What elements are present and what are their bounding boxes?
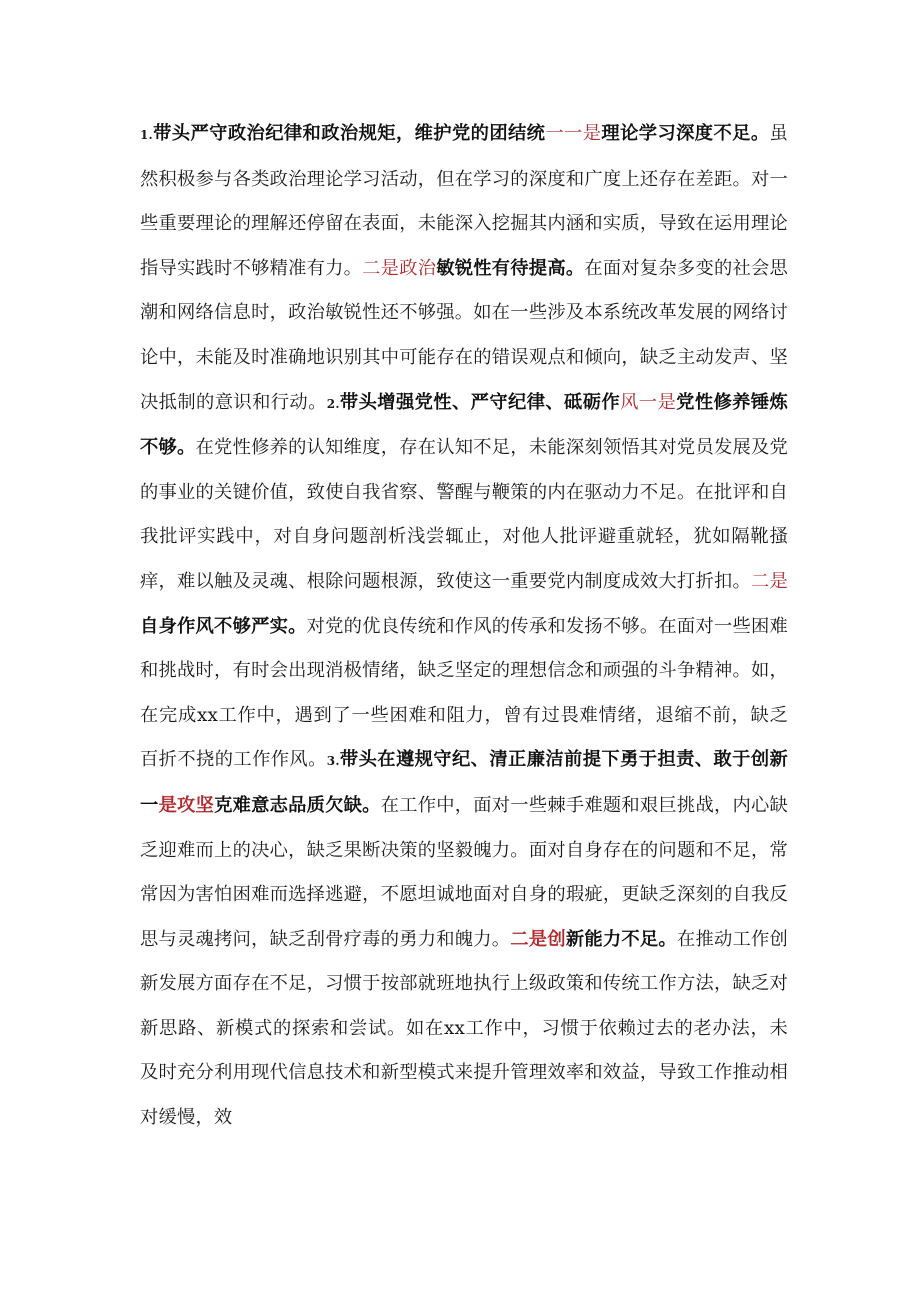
bold-heading-text: 带头在遵规守纪、清正廉洁前提下勇于担责、敢于创新一 <box>140 749 788 816</box>
red-emphasis-text: 是攻坚 <box>158 794 215 816</box>
bold-heading-text: 自身作风不够严实。 <box>140 615 307 637</box>
body-text: 在工作中，面对一些棘手难题和艰巨挑战，内心缺乏迎难而上的决心，缺乏果断决策的坚毅魄力。面对自身存在的问题和不足，常常因为害怕困难而选择逃避，不愿坦诚地面对自身的瑕疵，更缺乏深刻的自我反思与灵魂拷问，缺乏刮骨疗毒的勇力和魄力。 <box>140 794 788 950</box>
bold-heading-text: 理论学习深度不足。 <box>601 123 770 144</box>
section-number: 2. <box>326 396 340 411</box>
document-page <box>140 112 788 1141</box>
bold-heading-text: 新能力不足。 <box>565 928 677 950</box>
bold-heading-text: 克难意志品质欠缺。 <box>214 794 381 816</box>
bold-heading-text: 党性修养锤炼不够。 <box>140 391 789 459</box>
document-paragraph <box>140 112 788 1141</box>
body-text: 虽然积极参与各类政治理论学习活动，但在学习的深度和广度上还存在差距。对一些重要理论的理解还停留在表面，未能深入挖掘其内涵和实质，导致在运用理论指导实践时不够精准有力。 <box>140 123 789 279</box>
red-emphasis-text: 二是政治 <box>362 257 437 279</box>
section-number: 1. <box>140 128 153 142</box>
section-number: 3. <box>326 754 340 769</box>
bold-heading-text: 敏锐性有待提高。 <box>436 257 585 279</box>
bold-heading-text: 带头严守政治纪律和政治规矩，维护党的团结统 <box>152 123 546 144</box>
bold-heading-text: 带头增强党性、严守纪律、砥砺作 <box>339 391 621 413</box>
body-text: 在推动工作创新发展方面存在不足，习惯于按部就班地执行上级政策和传统工作方法，缺乏对新思路、新模式的探索和尝试。如在xx工作中，习惯于依赖过去的老办法，未及时充分利用现代信息技术和新型模式来提升管理效率和效益，导致工作推动相对缓慢，效 <box>140 928 788 1129</box>
body-text: 在党性修养的认知维度，存在认知不足，未能深刻领悟其对党员发展及党的事业的关键价值，致使自我省察、警醒与鞭策的内在驱动力不足。在批评和自我批评实践中，对自身问题剖析浅尝辄止，对他人批评避重就轻，犹如隔靴搔痒，难以触及灵魂、根除问题根源，致使这一重要党内制度成效大打折扣。 <box>140 437 788 592</box>
red-emphasis-text: 二是创 <box>510 928 566 950</box>
body-text: 在面对复杂多变的社会思潮和网络信息时，政治敏锐性还不够强。如在一些涉及本系统改革发展的网络讨论中，未能及时准确地识别其中可能存在的错误观点和倾向，缺乏主动发声、坚决抵制的意识和行动。 <box>140 257 788 413</box>
body-text: 对党的优良传统和作风的传承和发扬不够。在面对一些困难和挑战时，有时会出现消极情绪，缺乏坚定的理想信念和顽强的斗争精神。如，在完成xx工作中，遇到了一些困难和阻力，曾有过畏难情绪，退缩不前，缺乏百折不挠的工作作风。 <box>140 615 788 771</box>
red-emphasis-text: 风一是 <box>620 391 677 413</box>
red-emphasis-text: 二是 <box>751 570 788 592</box>
red-emphasis-text: 一一是 <box>545 123 602 144</box>
